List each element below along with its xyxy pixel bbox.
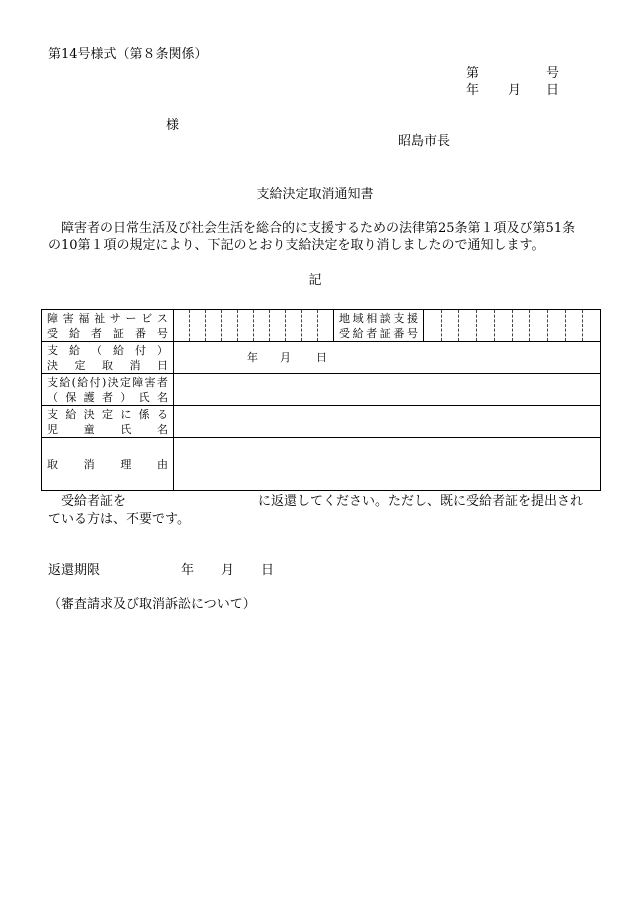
addressee-suffix: 様	[166, 118, 180, 133]
cancellation-date-label	[42, 342, 174, 374]
cancellation-reason-field[interactable]	[174, 438, 601, 491]
deadline-month-label: 月	[221, 563, 235, 578]
label-line: 支 給 決 定 に 係 る	[47, 407, 168, 421]
service-recipient-number-field[interactable]	[174, 310, 334, 342]
table-row	[42, 406, 601, 438]
ki-heading: 記	[308, 273, 322, 288]
table-row	[42, 310, 601, 342]
number-prefix: 第	[466, 66, 480, 81]
issuer: 昭島市長	[398, 134, 451, 149]
child-name-field[interactable]	[174, 406, 601, 438]
deadline-label: 返還期限	[48, 563, 101, 578]
body-paragraph: 障害者の日常生活及び社会生活を総合的に支援するための法律第25条第１項及び第51条の10第１項の規定により、下記のとおり支給決定を取り消しましたので通知します。	[48, 221, 576, 253]
table-row	[42, 438, 601, 491]
community-support-number-label	[334, 310, 424, 342]
cancellation-date-field[interactable]	[174, 342, 601, 374]
deadline-year-label: 年	[181, 563, 195, 578]
form-number: 第14号様式（第８条関係）	[48, 47, 208, 62]
return-prefix: 受給者証を	[61, 494, 127, 509]
label-line: 受 給 者 証 番 号	[339, 326, 418, 340]
label-line: 支 給 ( 給 付 ) 決 定 障 害 者	[47, 375, 168, 389]
cancellation-table	[41, 309, 601, 491]
issue-day-label: 日	[546, 83, 560, 98]
cancel-month-label: 月	[280, 351, 291, 364]
recipient-name-label	[42, 374, 174, 406]
label-line: 児 童 氏 名	[47, 422, 168, 436]
page-title: 支給決定取消通知書	[256, 187, 374, 202]
deadline-day-label: 日	[261, 563, 275, 578]
label-line: 地 域 相 談 支 援	[339, 311, 418, 325]
return-instructions	[48, 493, 593, 529]
recipient-name-field[interactable]	[174, 374, 601, 406]
number-suffix: 号	[546, 66, 560, 81]
label-line: 受 給 者 証 番 号	[47, 326, 168, 340]
table-row	[42, 342, 601, 374]
cancellation-reason-label	[42, 438, 174, 491]
service-recipient-number-label	[42, 310, 174, 342]
label-line: 障 害 福 祉 サ ー ビ ス	[47, 311, 168, 325]
cancel-year-label: 年	[247, 351, 258, 364]
issue-month-label: 月	[508, 83, 522, 98]
issue-year-label: 年	[466, 83, 480, 98]
cancel-day-label: 日	[316, 351, 327, 364]
child-name-label	[42, 406, 174, 438]
review-heading: （審査請求及び取消訴訟について）	[48, 597, 256, 612]
label-line: 支 給 （ 給 付 ）	[47, 343, 168, 357]
label-line: 決 定 取 消 日	[47, 358, 168, 372]
document-number-line	[466, 66, 560, 82]
community-support-number-field[interactable]	[424, 310, 601, 342]
return-suffix: に返還してください。ただし、既に受給者証を提出されている方は、不要です。	[48, 494, 584, 527]
table-row	[42, 374, 601, 406]
label-line: 取 消 理 由	[47, 457, 168, 471]
label-line: （ 保 護 者 ） 氏 名	[47, 390, 168, 404]
